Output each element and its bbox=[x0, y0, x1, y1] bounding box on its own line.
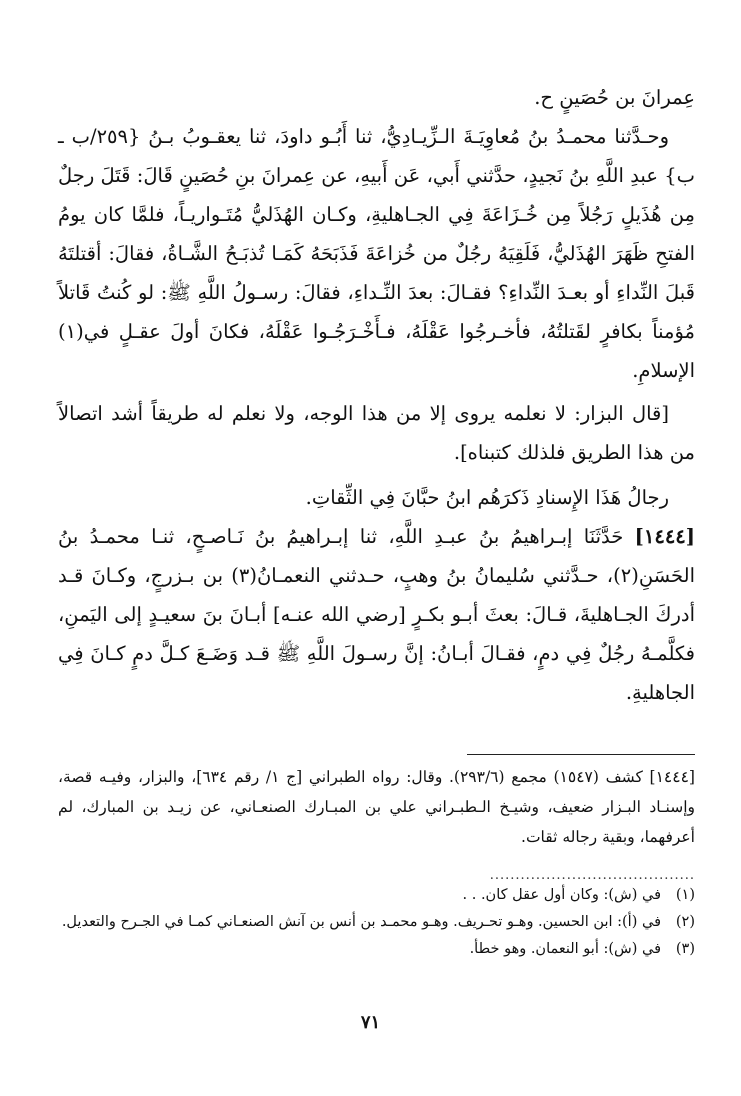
hadith-1444-part-b: ، حـدَّثني سُليمانُ بنُ وهبٍ، حـدثني النعمـانُ bbox=[256, 564, 614, 587]
page-number: ٧١ bbox=[360, 1012, 381, 1033]
hadith-main-text bbox=[58, 78, 695, 712]
hadith-1444-part-a: حَدَّثَنَا إبـراهيمُ بنُ عبـدِ اللَّهِ، ثنا إبـراهيمُ بنُ نَـاصـحٍ، ثنـا محمـدُ بنُ الحَسَنِ bbox=[58, 525, 695, 587]
hadith-paragraph-imran bbox=[58, 117, 695, 390]
footnote-number: (٢) bbox=[675, 914, 695, 930]
hadith-paragraph-chain-end: عِمرانَ بن حُصَينٍ ح. bbox=[534, 86, 695, 109]
footnote-item bbox=[58, 909, 695, 936]
footnote-text: في (أ): ابن الحسين. وهـو تحـريف. وهـو محمـد بن أنس بن آنش الصنعـاني كمـا في الجـرح والتعديل. bbox=[61, 914, 661, 930]
takhrij-note-text: [١٤٤٤] كشف (١٥٤٧) مجمع (٢٩٣/٦). وقال: رواه الطبراني [ج ١/ رقم ٦٣٤]، والبزار، وفيـه قصة، وإسنـاد البـزار ضعيف، وشيـخ الـطبـراني علي بن المبـارك الصنعـاني، عن زيـد بن المبارك، لم أعرفهما، وبقية رجاله ثقات. bbox=[58, 768, 695, 846]
rijal-note: رجالُ هَذَا الإِسنادِ ذَكرَهُم ابنُ حبَّانَ فِي الثِّقاتِ. bbox=[305, 486, 669, 509]
dotted-separator: ........................................ bbox=[489, 868, 695, 883]
footnote-item bbox=[58, 882, 695, 909]
footnote-separator-line bbox=[467, 754, 695, 755]
footnote-ref-1: (١) bbox=[58, 320, 84, 343]
footnote-ref-2: (٢) bbox=[613, 564, 639, 587]
takhrij-note bbox=[58, 762, 695, 852]
footnote-ref-3: (٣) bbox=[231, 564, 257, 587]
footnote-number: (٣) bbox=[675, 941, 695, 957]
hadith-paragraph-1444 bbox=[58, 517, 695, 712]
footnote-item bbox=[58, 936, 695, 963]
footnote-text: في (ش): وكان أول عقل كان. . . bbox=[462, 887, 661, 903]
bazzar-comment: [قال البزار: لا نعلمه يروى إلا من هذا الوجه، ولا نعلم له طريقاً أشد اتصالاً من هذا الطريق فلذلك كتبناه]. bbox=[58, 402, 695, 464]
hadith-number: [١٤٤٤] bbox=[634, 525, 696, 548]
footnotes bbox=[58, 882, 695, 963]
hadith-1444-part-c: بن بـزرجٍ، وكـانَ قـد أدركَ الجـاهليةَ، قـالَ: بعثَ أبـو بكـرٍ [رضي الله عنـه] أبـانَ بنَ سعيـدٍ إلى اليَمنِ، فكلَّمـهُ رجُلٌ فِي دمٍ، فقـالَ أبـانُ: إنَّ رسـولَ اللَّهِ ﷺ قـد وَضَـعَ كـلَّ دمٍ كـانَ فِي الجاهليةِ. bbox=[58, 564, 695, 704]
hadith-body: وحـدَّثنا محمـدُ بنُ مُعاوِيَـةَ الـزِّيـادِيُّ، ثنا أَبُـو داودَ، ثنا يعقـوبُ بـنُ {٢٥٩/ب ـ ب} عبدِ اللَّهِ بنُ نَجيدٍ، حدَّثني أَبي، عَن أَبيهِ، عن عِمرانَ بنِ حُصَينٍ قَالَ: قَتَلَ رجلٌ مِن هُذَيلٍ رَجُلاً مِن خُـزَاعَةَ فِي الجـاهليةِ، وكـان الهُذَليُّ مُتَـواريـاً، فلمَّا كان يومُ الفتحِ ظَهَرَ الهُذَليُّ، فَلَقِيَهُ رجُلٌ من خُزاعَةَ فَذَبَحَهُ كَمَـا تُذبَـحُ الشَّـاةُ، فقالَ: أقتلتَهُ قَبلَ النِّداءِ أو بعـدَ النِّداءِ؟ فقـالَ: بعدَ النِّـداءِ، فقالَ: رسـولُ اللَّهِ ﷺ: لو كُنتُ قَاتلاً مُؤمناً بكافرٍ لقَتلتُهُ، فأخـرجُوا عَقْلَهُ، فـأَخْـرَجُـوا عَقْلَهُ، فكانَ أولَ عقـلٍ في bbox=[58, 125, 695, 343]
hadith-body-end: الإسلامِ. bbox=[632, 359, 695, 382]
footnote-text: في (ش): أبو النعمان. وهو خطأ. bbox=[469, 941, 661, 957]
footnote-number: (١) bbox=[675, 887, 695, 903]
